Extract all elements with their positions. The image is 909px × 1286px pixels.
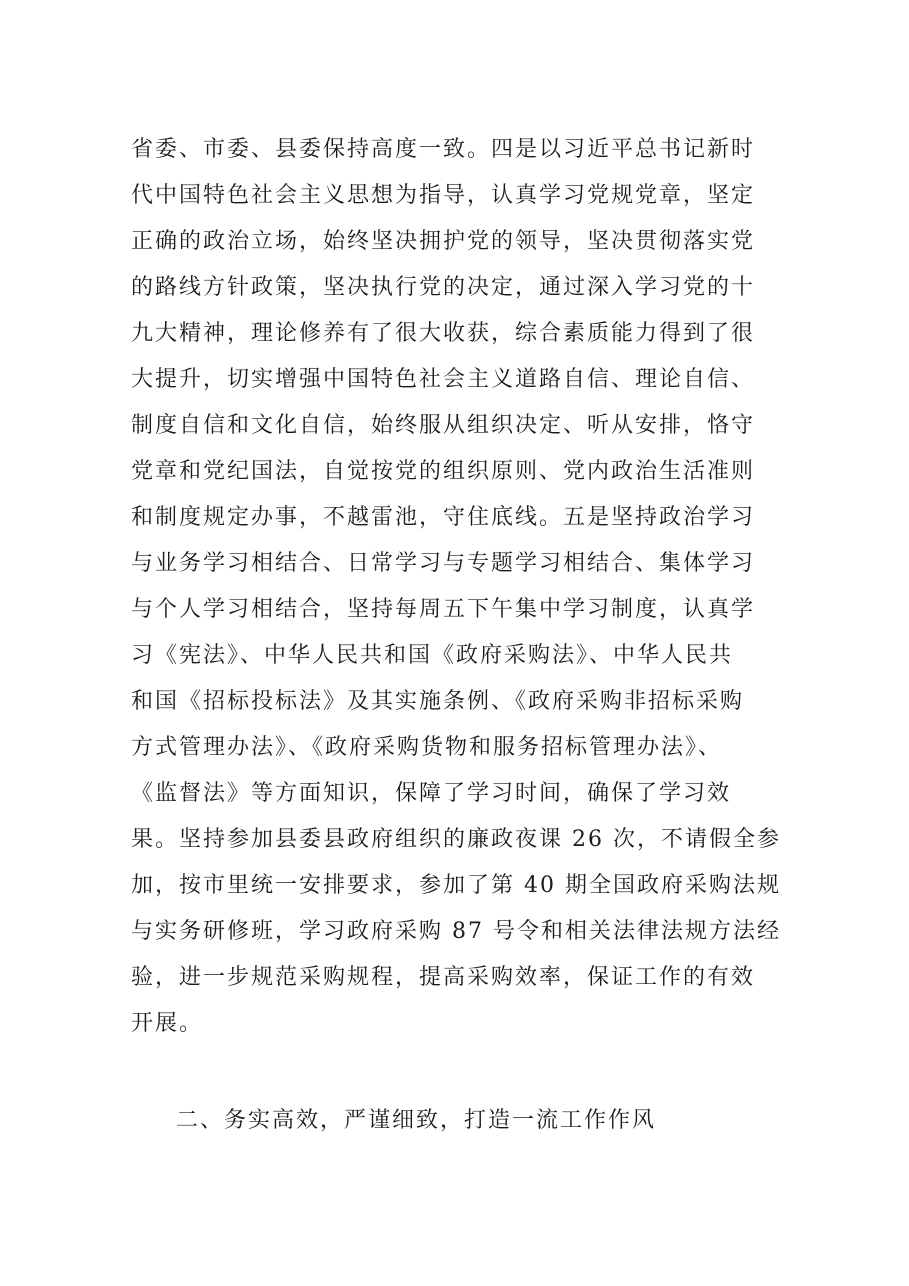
- text-line: 代中国特色社会主义思想为指导，认真学习党规党章，坚定: [131, 183, 756, 208]
- section-heading: 二、务实高效，严谨细致，打造一流工作作风: [176, 1108, 657, 1133]
- text-line: 与实务研修班，学习政府采购 87 号令和相关法律法规方法经: [131, 919, 781, 944]
- text-line: 验，进一步规范采购规程，提高采购效率，保证工作的有效: [131, 965, 756, 990]
- text-line: 习《宪法》、中华人民共和国《政府采购法》、中华人民共: [131, 643, 734, 668]
- text-line: 开展。: [131, 1011, 204, 1036]
- text-line: 与业务学习相结合、日常学习与专题学习相结合、集体学习: [131, 551, 756, 576]
- text-line: 省委、市委、县委保持高度一致。四是以习近平总书记新时: [131, 137, 756, 162]
- text-line: 和制度规定办事，不越雷池，守住底线。五是坚持政治学习: [131, 505, 756, 530]
- text-line: 正确的政治立场，始终坚决拥护党的领导，坚决贯彻落实党: [131, 229, 756, 254]
- text-line: 制度自信和文化自信，始终服从组织决定、听从安排，恪守: [131, 413, 756, 438]
- text-line: 的路线方针政策，坚决执行党的决定，通过深入学习党的十: [131, 275, 756, 300]
- text-line: 加，按市里统一安排要求，参加了第 40 期全国政府采购法规: [131, 873, 781, 898]
- body-paragraph: [131, 127, 791, 1047]
- text-line: 九大精神，理论修养有了很大收获，综合素质能力得到了很: [131, 321, 756, 346]
- text-line: 大提升，切实增强中国特色社会主义道路自信、理论自信、: [131, 367, 756, 392]
- text-line: 《监督法》等方面知识，保障了学习时间，确保了学习效: [131, 781, 732, 806]
- text-line: 和国《招标投标法》及其实施条例、《政府采购非招标采购: [131, 689, 745, 714]
- text-line: 方式管理办法》、《政府采购货物和服务招标管理办法》、: [131, 735, 723, 760]
- text-line: 党章和党纪国法，自觉按党的组织原则、党内政治生活准则: [131, 459, 756, 484]
- text-line: 与个人学习相结合，坚持每周五下午集中学习制度，认真学: [131, 597, 756, 622]
- text-line: 果。坚持参加县委县政府组织的廉政夜课 26 次，不请假全参: [131, 827, 781, 852]
